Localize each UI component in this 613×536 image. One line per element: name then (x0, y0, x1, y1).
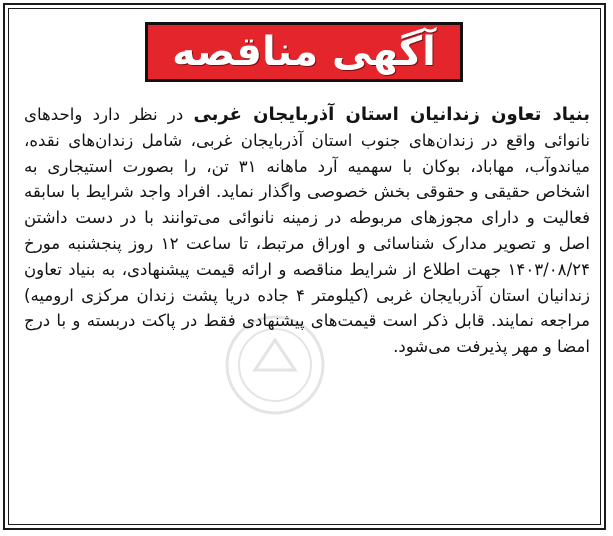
notice-body (24, 102, 590, 360)
notice-body-text: در نظر دارد واحدهای نانوائی واقع در زندان‌های جنوب استان آذربایجان غربی، شامل زندان‌های نقده، میاندوآب، مهاباد، بوکان با سهمیه آرد ماهانه ۳۱ تن، را بصورت استیجاری به اشخاص حقیقی و حقوقی بخش خصوصی واگذار نماید. افراد واجد شرایط با سابقه فعالیت و دارای مجوزهای مربوطه در زمینه نانوائی می‌توانند با در دست داشتن اصل و تصویر مدارک شناسائی و اوراق مرتبط، تا ساعت ۱۲ روز پنجشنبه مورخ ۱۴۰۳/۰۸/۲۴ جهت اطلاع از شرایط مناقصه و ارائه قیمت پیشنهادی، به بنیاد تعاون زندانیان استان آذربایجان غربی (کیلومتر ۴ جاده دریا پشت زندان مرکزی ارومیه) مراجعه نمایند. قابل ذکر است قیمت‌های پیشنهادی فقط در پاکت دربسته و با درج امضا و مهر پذیرفت می‌شود. (24, 105, 590, 357)
title-banner (145, 22, 463, 82)
notice-title: آگهی مناقصه (172, 29, 436, 75)
organization-name: بنیاد تعاون زندانیان استان آذربایجان غربی (193, 104, 590, 125)
